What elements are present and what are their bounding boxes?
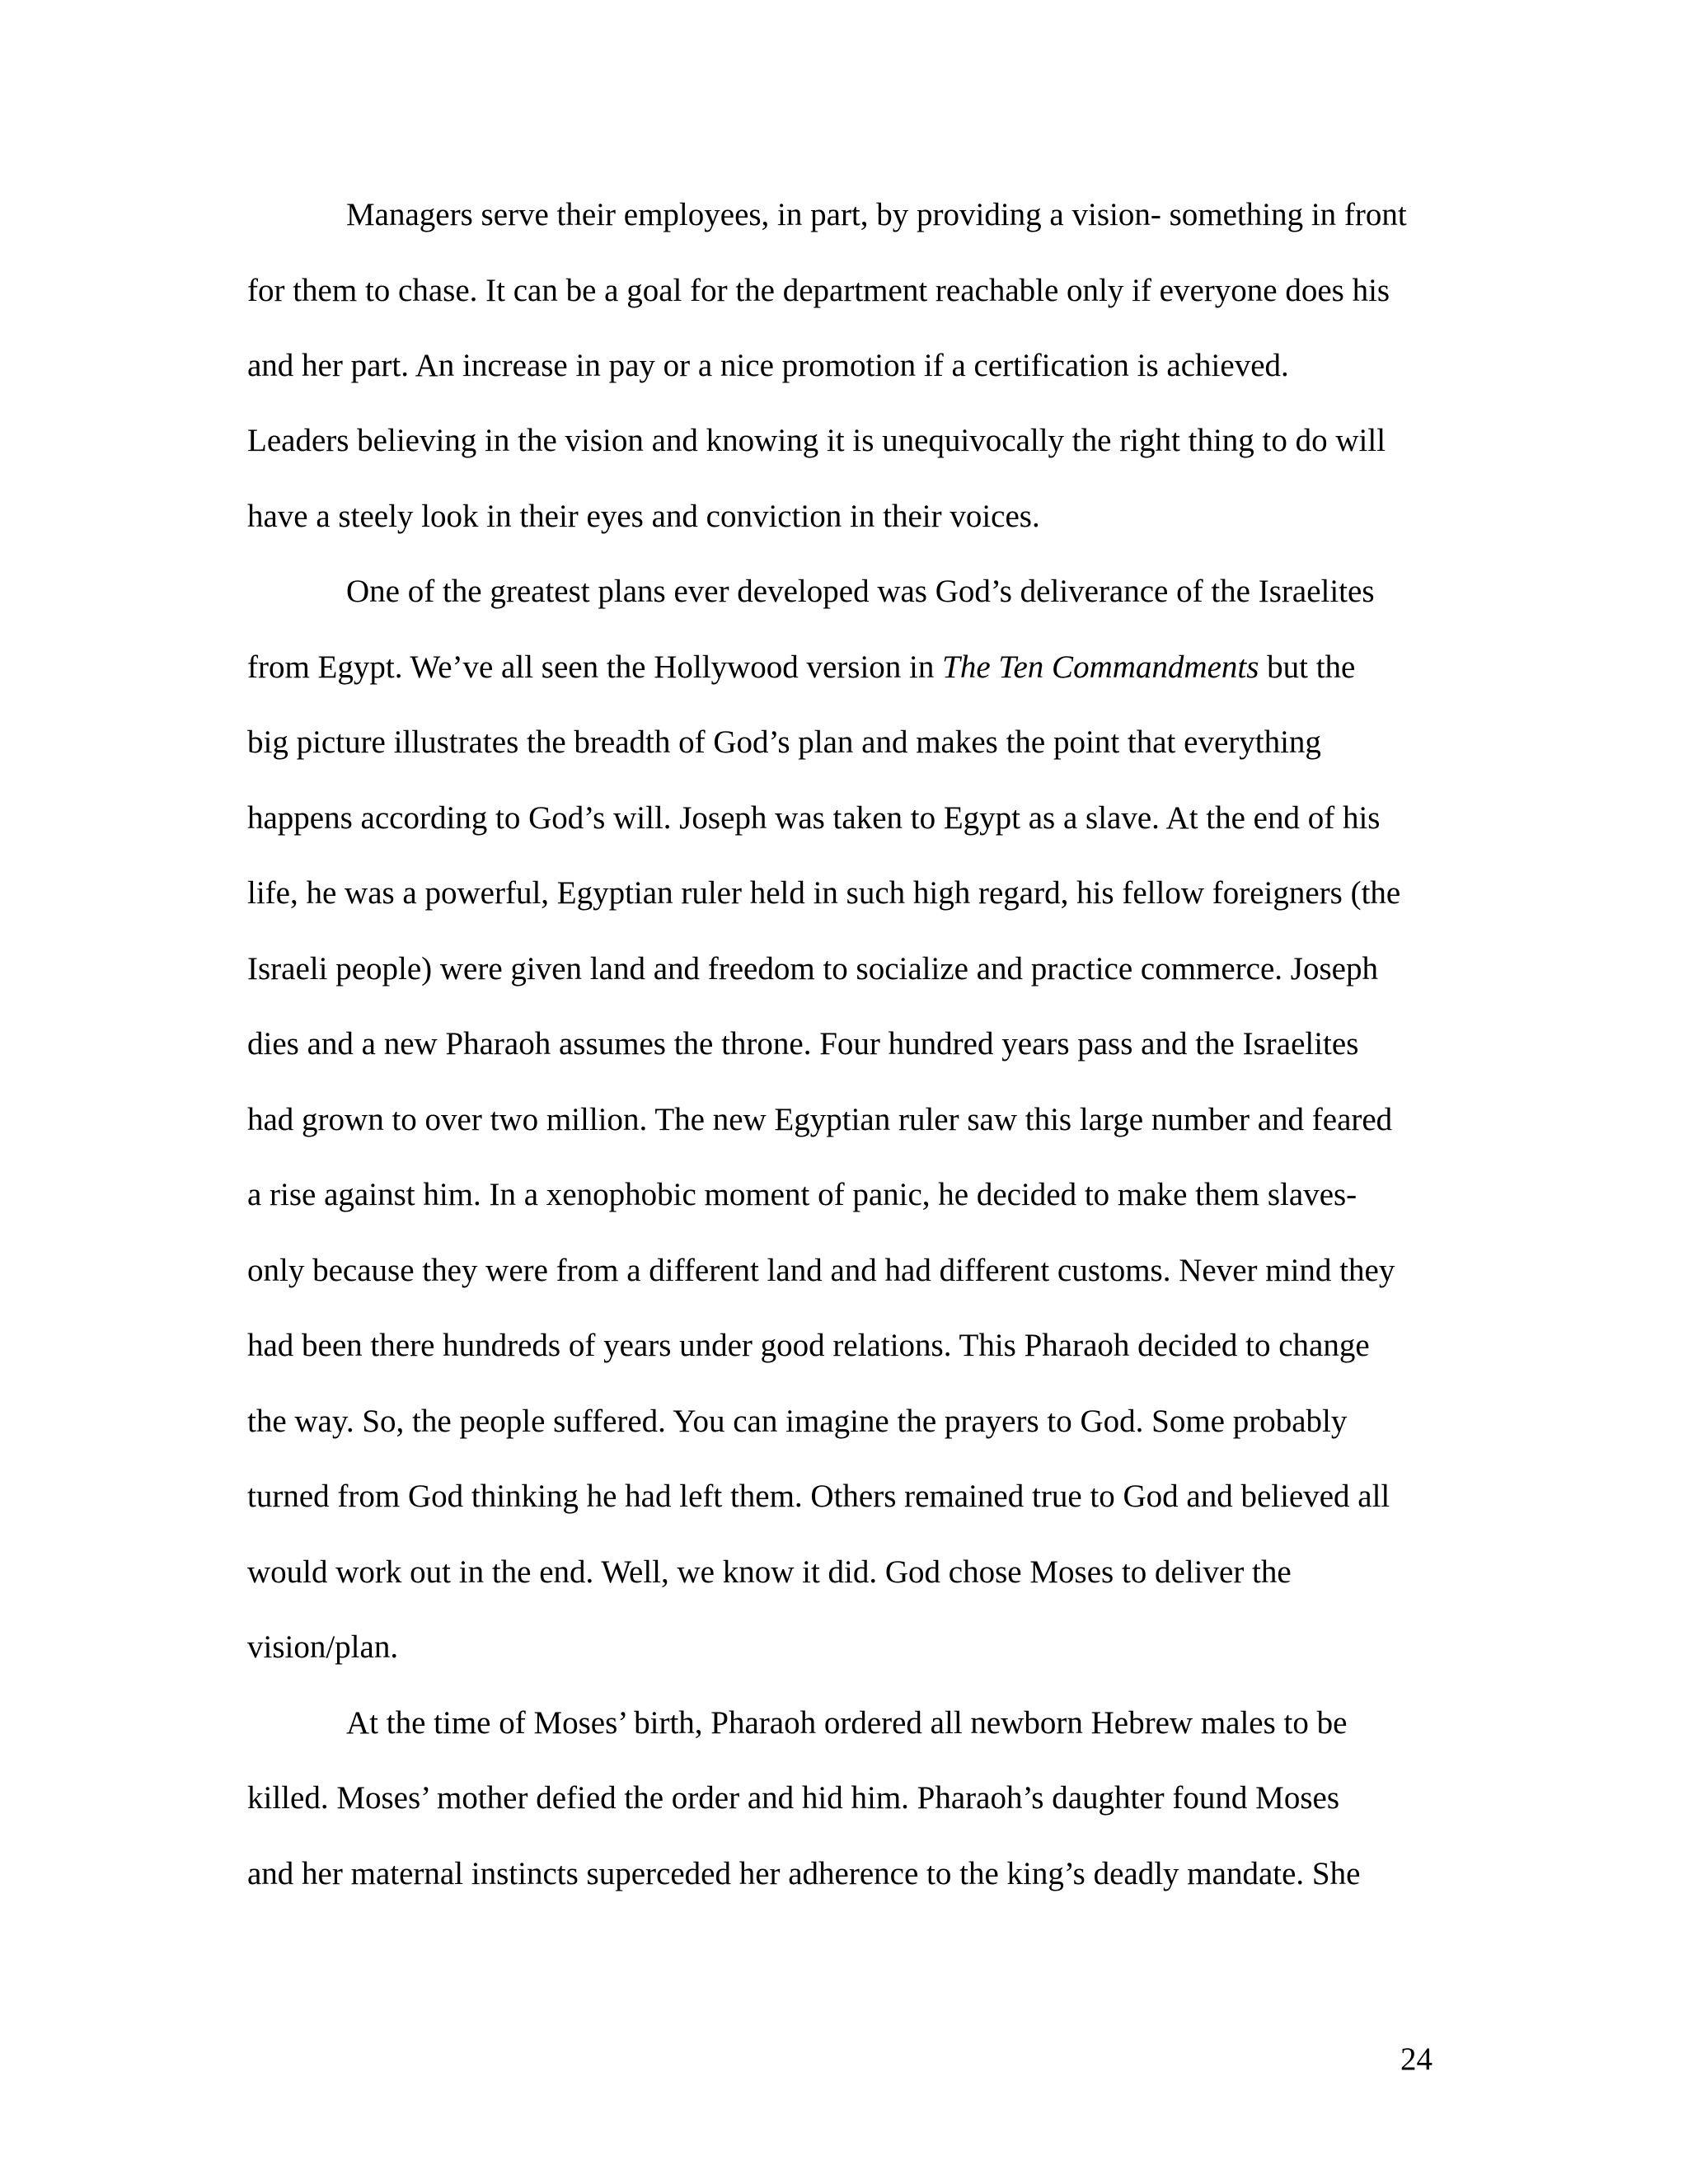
paragraph-2-line-15: vision/plan. [247,1629,399,1665]
paragraph-2-line-2 [247,649,1355,687]
paragraph-1-line-1: Managers serve their employees, in part, by providing a vision- something in front [346,197,1407,232]
paragraph-2-line-10: only because they were from a different land and had different customs. Never mind they [247,1253,1395,1288]
paragraph-2-line-9: a rise against him. In a xenophobic moment of panic, he decided to make them slaves- [247,1177,1357,1212]
paragraph-3-line-1: At the time of Moses’ birth, Pharaoh ordered all newborn Hebrew males to be [346,1705,1348,1741]
paragraph-2-line-11: had been there hundreds of years under good relations. This Pharaoh decided to change [247,1328,1370,1363]
paragraph-2-line-8: had grown to over two million. The new Egyptian ruler saw this large number and feared [247,1102,1393,1137]
paragraph-2-line-3: big picture illustrates the breadth of God’s plan and makes the point that everything [247,724,1321,760]
paragraph-1-line-4: Leaders believing in the vision and knowing it is unequivocally the right thing to do will [247,423,1386,458]
paragraph-2-line-13: turned from God thinking he had left them. Others remained true to God and believed all [247,1479,1390,1514]
paragraph-2-line-4: happens according to God’s will. Joseph was taken to Egypt as a slave. At the end of his [247,800,1381,836]
paragraph-2-line-5: life, he was a powerful, Egyptian ruler held in such high regard, his fellow foreigners (the [247,875,1401,911]
paragraph-2-line-7: dies and a new Pharaoh assumes the throne. Four hundred years pass and the Israelites [247,1026,1359,1062]
paragraph-1-line-3: and her part. An increase in pay or a nice promotion if a certification is achieved. [247,348,1289,383]
paragraph-1-line-5: have a steely look in their eyes and conviction in their voices. [247,499,1040,534]
page-number: 24 [1400,2041,1432,2077]
paragraph-3-line-3: and her maternal instincts superceded her adherence to the king’s deadly mandate. She [247,1856,1361,1891]
paragraph-2-line-14: would work out in the end. Well, we know it did. God chose Moses to deliver the [247,1554,1292,1590]
paragraph-2-line-1: One of the greatest plans ever developed was God’s deliverance of the Israelites [346,574,1375,609]
line-text-before-title: from Egypt. We’ve all seen the Hollywood version in [247,649,935,685]
film-title: The Ten Commandments [942,649,1259,685]
paragraph-2-line-12: the way. So, the people suffered. You can imagine the prayers to God. Some probably [247,1404,1348,1439]
paragraph-2-line-6: Israeli people) were given land and freedom to socialize and practice commerce. Joseph [247,951,1378,987]
paragraph-3-line-2: killed. Moses’ mother defied the order and hid him. Pharaoh’s daughter found Moses [247,1780,1339,1816]
line-text-after-title: but the [1259,649,1356,685]
paragraph-1-line-2: for them to chase. It can be a goal for the department reachable only if everyone does his [247,273,1390,308]
